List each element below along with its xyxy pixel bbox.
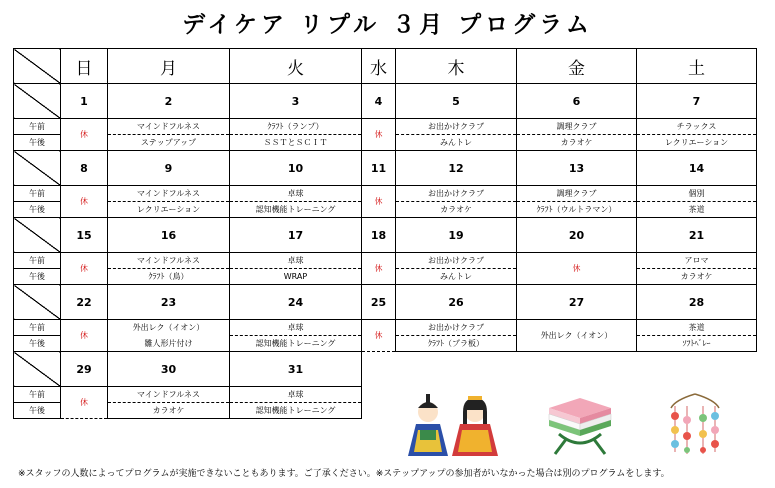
program-cell: ｸﾗﾌﾄ（ウルトラマン） [517,202,637,218]
program-cell: チラックス [637,119,757,135]
date-cell: 12 [396,151,517,186]
program-cell: 卓球 [230,253,362,269]
date-cell: 5 [396,84,517,119]
header-sat: 土 [637,49,757,84]
week-2-am-row [14,186,757,202]
program-cell: マインドフルネス [108,186,230,202]
date-cell: 18 [362,218,396,253]
page-title: デイケア リプル ３月 プログラム [182,12,593,38]
week-1-am-row [14,119,757,135]
date-cell: 17 [230,218,362,253]
date-cell: 2 [108,84,230,119]
week-label-cell [14,352,61,387]
holiday-mark: 休 [61,186,108,218]
date-cell: 31 [230,352,362,387]
program-cell: 個別 [637,186,757,202]
date-cell: 22 [61,285,108,320]
date-cell: 9 [108,151,230,186]
week-label-cell [14,84,61,119]
pm-label: 午後 [14,403,61,419]
holiday-mark: 休 [362,119,396,151]
header-wed: 水 [362,49,396,84]
program-cell: 認知機能トレーニング [230,403,362,419]
date-cell: 29 [61,352,108,387]
program-cell: 卓球 [230,387,362,403]
hishimochi-illustration [545,394,615,456]
program-cell: 調理クラブ [517,186,637,202]
date-cell: 13 [517,151,637,186]
am-label: 午前 [14,320,61,336]
program-cell: 外出レク（イオン） [517,320,637,352]
holiday-mark: 休 [362,320,396,352]
date-cell: 25 [362,285,396,320]
program-cell: 茶道 [637,202,757,218]
program-cell: お出かけクラブ [396,320,517,336]
program-cell: マインドフルネス [108,119,230,135]
weekday-header-row [14,49,757,84]
pm-label: 午後 [14,269,61,285]
week-3-am-row [14,253,757,269]
week-5-date-row [14,352,757,387]
date-cell: 6 [517,84,637,119]
program-cell: 外出レク（イオン） [108,320,230,336]
header-fri: 金 [517,49,637,84]
date-cell: 27 [517,285,637,320]
holiday-mark: 休 [362,253,396,285]
program-cell: みんトレ [396,269,517,285]
holiday-mark: 休 [362,186,396,218]
holiday-mark: 休 [61,253,108,285]
program-cell: ＳＳＴとＳＣＩＴ [230,135,362,151]
date-cell: 4 [362,84,396,119]
program-cell: レクリエーション [637,135,757,151]
program-cell: カラオケ [637,269,757,285]
program-cell: 茶道 [637,320,757,336]
program-cell: マインドフルネス [108,387,230,403]
tsurushi-bina-illustration [665,390,725,460]
am-label: 午前 [14,253,61,269]
date-cell: 15 [61,218,108,253]
holiday-mark: 休 [517,253,637,285]
program-cell: お出かけクラブ [396,186,517,202]
program-cell: お出かけクラブ [396,253,517,269]
program-cell: 卓球 [230,320,362,336]
date-cell: 21 [637,218,757,253]
program-cell: カラオケ [108,403,230,419]
corner-cell [14,49,61,84]
date-cell: 14 [637,151,757,186]
date-cell: 11 [362,151,396,186]
date-cell: 8 [61,151,108,186]
date-cell: 30 [108,352,230,387]
week-4-date-row [14,285,757,320]
program-cell: ｸﾗﾌﾄ（鳥） [108,269,230,285]
header-tue: 火 [230,49,362,84]
program-cell: お出かけクラブ [396,119,517,135]
date-cell: 10 [230,151,362,186]
date-cell: 28 [637,285,757,320]
date-cell: 24 [230,285,362,320]
program-cell: 認知機能トレーニング [230,202,362,218]
program-cell: 卓球 [230,186,362,202]
holiday-mark: 休 [61,320,108,352]
date-cell: 20 [517,218,637,253]
program-cell: アロマ [637,253,757,269]
program-cell: ｸﾗﾌﾄ（プラ板） [396,336,517,352]
date-cell: 26 [396,285,517,320]
header-thu: 木 [396,49,517,84]
program-cell: カラオケ [396,202,517,218]
week-label-cell [14,151,61,186]
am-label: 午前 [14,186,61,202]
pm-label: 午後 [14,135,61,151]
date-cell: 7 [637,84,757,119]
date-cell: 23 [108,285,230,320]
program-cell: マインドフルネス [108,253,230,269]
program-cell: カラオケ [517,135,637,151]
am-label: 午前 [14,387,61,403]
program-cell: 認知機能トレーニング [230,336,362,352]
holiday-mark: 休 [61,387,108,419]
program-cell: みんトレ [396,135,517,151]
program-calendar [13,48,757,419]
week-4-am-row [14,320,757,336]
holiday-mark: 休 [61,119,108,151]
week-2-date-row [14,151,757,186]
header-sun: 日 [61,49,108,84]
program-cell: WRAP [230,269,362,285]
week-label-cell [14,218,61,253]
program-cell: ｿﾌﾄﾍﾞﾚｰ [637,336,757,352]
date-cell: 1 [61,84,108,119]
program-cell: ステップアップ [108,135,230,151]
program-cell: 調理クラブ [517,119,637,135]
pm-label: 午後 [14,202,61,218]
hina-dolls-illustration [400,390,500,458]
header-mon: 月 [108,49,230,84]
program-cell: ｸﾗﾌﾄ（ランプ） [230,119,362,135]
week-1-date-row [14,84,757,119]
week-3-date-row [14,218,757,253]
date-cell: 3 [230,84,362,119]
program-cell: レクリエーション [108,202,230,218]
program-cell: 雛人形片付け [108,336,230,352]
date-cell: 19 [396,218,517,253]
pm-label: 午後 [14,336,61,352]
date-cell: 16 [108,218,230,253]
footnote: ※スタッフの人数によってプログラムが実施できないこともあります。ご了承ください。※ステップアップの参加者がいなかった場合は別のプログラムをします。 [18,469,670,479]
am-label: 午前 [14,119,61,135]
week-label-cell [14,285,61,320]
